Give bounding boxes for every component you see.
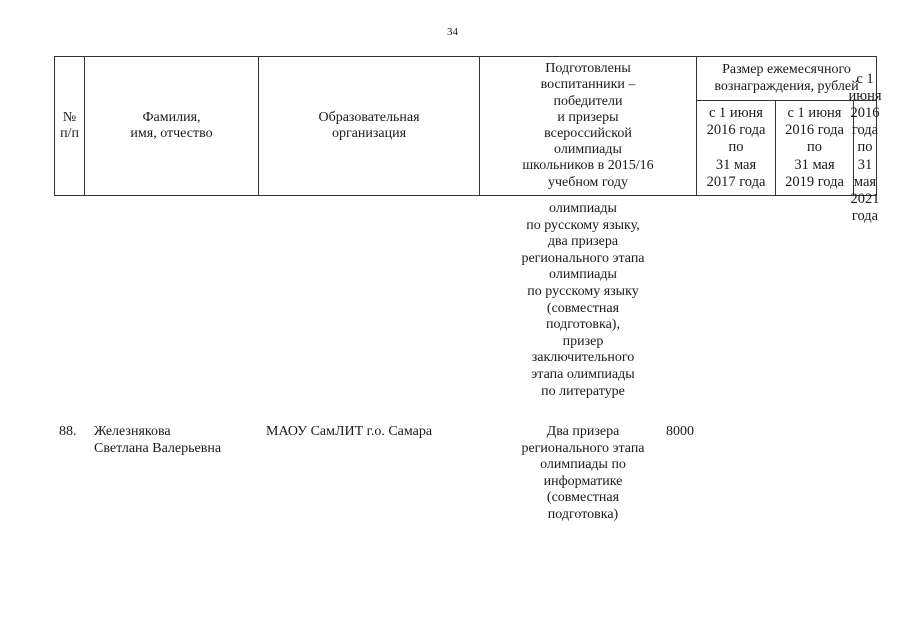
header-reward-text: Размер ежемесячного вознаграждения, рублей: [714, 62, 859, 94]
row-num: 88.: [59, 424, 77, 439]
header-period-2019-text: с 1 июня 2016 года по 31 мая 2019 года: [785, 104, 844, 190]
row-prepared: Два призера регионального этапа олимпиады по информатике (совместная подготовка): [521, 424, 645, 522]
header-name: [85, 57, 259, 196]
prepared-continuation: олимпиады по русскому языку, два призера регионального этапа олимпиады по русскому языку (совместная подготовка), призер заключительного этапа олимпиады по литературе: [521, 201, 645, 399]
header-period-2021-text: с 1 июня 2016 года по 31 мая 2021 года: [848, 70, 882, 225]
row-org: МАОУ СамЛИТ г.о. Самара: [266, 424, 433, 439]
header-org: [259, 57, 480, 196]
header-period-2021: [848, 70, 882, 225]
header-period-2017: [697, 101, 776, 196]
page-number: 34: [447, 26, 458, 38]
header-num-text: № п/п: [60, 109, 79, 141]
header-period-2017-text: с 1 июня 2016 года по 31 мая 2017 года: [706, 104, 766, 190]
header-prepared: [480, 57, 697, 196]
header-period-2019: [776, 101, 854, 196]
row-name: Железнякова Светлана Валерьевна: [94, 424, 222, 456]
header-org-text: Образовательная организация: [318, 109, 420, 141]
row-amount: 8000: [666, 424, 694, 439]
header-name-text: Фамилия, имя, отчество: [130, 109, 213, 141]
header-num: [55, 57, 85, 196]
header-prepared-text: Подготовлены воспитанники – победители и призеры всероссийской олимпиады школьников в 2015/16 учебном году: [522, 61, 654, 190]
table-header: [54, 56, 882, 225]
